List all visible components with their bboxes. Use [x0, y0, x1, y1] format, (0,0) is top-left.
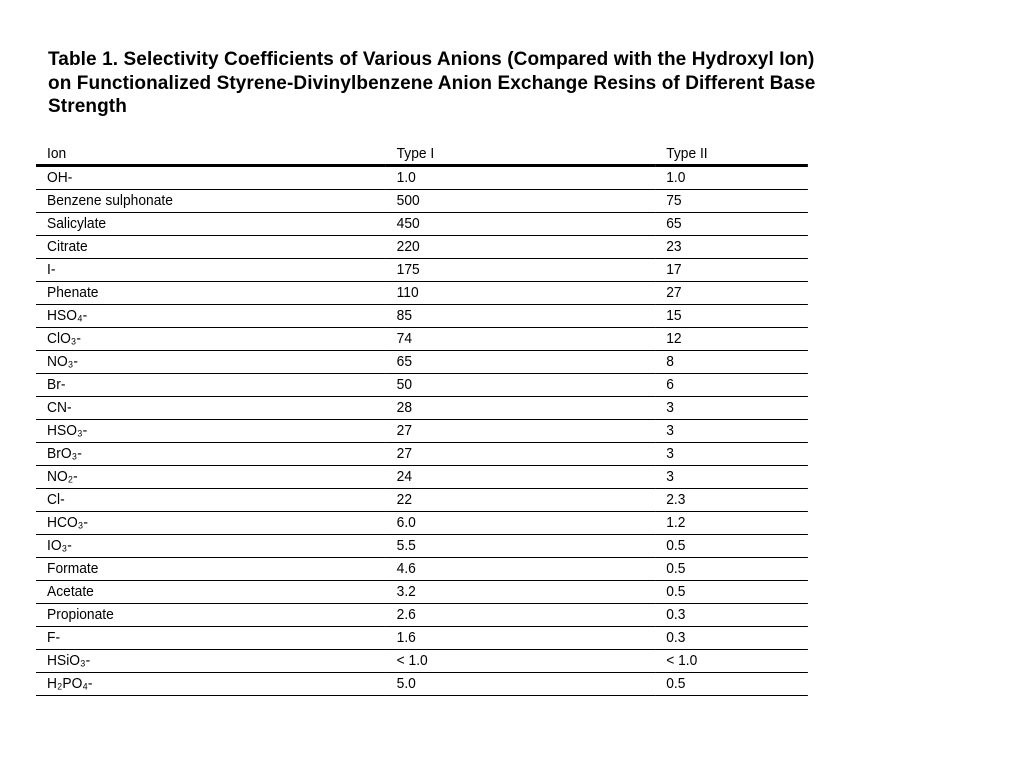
ion-cell: NO₃- [36, 351, 386, 374]
table-row [36, 282, 808, 305]
ion-cell: Br- [36, 374, 386, 397]
type-i-cell: 5.5 [386, 535, 656, 558]
type-ii-cell: 0.5 [655, 558, 808, 581]
ion-cell: NO₂- [36, 466, 386, 489]
type-i-cell: 4.6 [386, 558, 656, 581]
ion-cell: OH- [36, 166, 386, 190]
selectivity-table [36, 144, 808, 696]
table-row [36, 166, 808, 190]
table-row [36, 305, 808, 328]
type-ii-cell: 1.0 [655, 166, 808, 190]
type-ii-cell: 2.3 [655, 489, 808, 512]
type-i-cell: 2.6 [386, 604, 656, 627]
type-i-cell: 27 [386, 420, 656, 443]
type-i-cell: 110 [386, 282, 656, 305]
ion-cell: HSO₄- [36, 305, 386, 328]
type-ii-cell: 0.5 [655, 673, 808, 696]
type-ii-cell: 15 [655, 305, 808, 328]
type-ii-cell: 3 [655, 466, 808, 489]
table-row [36, 535, 808, 558]
type-i-cell: 28 [386, 397, 656, 420]
table-row [36, 466, 808, 489]
type-i-cell: 220 [386, 236, 656, 259]
type-i-cell: 5.0 [386, 673, 656, 696]
type-ii-cell: 17 [655, 259, 808, 282]
type-i-cell: 1.0 [386, 166, 656, 190]
table-row [36, 650, 808, 673]
type-ii-cell: 0.3 [655, 627, 808, 650]
table-row [36, 397, 808, 420]
type-ii-cell: 3 [655, 443, 808, 466]
table-row [36, 259, 808, 282]
column-header-ion: Ion [36, 144, 386, 166]
column-header-type-i: Type I [386, 144, 656, 166]
ion-cell: Propionate [36, 604, 386, 627]
table-row [36, 236, 808, 259]
type-i-cell: < 1.0 [386, 650, 656, 673]
type-i-cell: 74 [386, 328, 656, 351]
ion-cell: ClO₃- [36, 328, 386, 351]
type-ii-cell: 75 [655, 190, 808, 213]
column-header-type-ii: Type II [655, 144, 808, 166]
type-i-cell: 1.6 [386, 627, 656, 650]
type-i-cell: 50 [386, 374, 656, 397]
type-ii-cell: 12 [655, 328, 808, 351]
table-row [36, 558, 808, 581]
ion-cell: Phenate [36, 282, 386, 305]
ion-cell: H₂PO₄- [36, 673, 386, 696]
type-ii-cell: 0.3 [655, 604, 808, 627]
table-row [36, 627, 808, 650]
table-row [36, 489, 808, 512]
type-ii-cell: 3 [655, 397, 808, 420]
table-row [36, 443, 808, 466]
type-i-cell: 22 [386, 489, 656, 512]
table-row [36, 213, 808, 236]
ion-cell: F- [36, 627, 386, 650]
ion-cell: Benzene sulphonate [36, 190, 386, 213]
type-i-cell: 27 [386, 443, 656, 466]
type-ii-cell: 65 [655, 213, 808, 236]
table-title: Table 1. Selectivity Coefficients of Various Anions (Compared with the Hydroxyl Ion) on Functionalized Styrene-Divinylbenzene Anion Exchange Resins of Different Base Strength [48, 49, 816, 117]
type-ii-cell: 1.2 [655, 512, 808, 535]
ion-cell: I- [36, 259, 386, 282]
type-ii-cell: 8 [655, 351, 808, 374]
ion-cell: Citrate [36, 236, 386, 259]
type-ii-cell: 0.5 [655, 581, 808, 604]
ion-cell: Salicylate [36, 213, 386, 236]
type-i-cell: 6.0 [386, 512, 656, 535]
ion-cell: HCO₃- [36, 512, 386, 535]
ion-cell: BrO₃- [36, 443, 386, 466]
table-row [36, 581, 808, 604]
ion-cell: CN- [36, 397, 386, 420]
type-i-cell: 24 [386, 466, 656, 489]
type-ii-cell: 6 [655, 374, 808, 397]
type-i-cell: 65 [386, 351, 656, 374]
type-i-cell: 3.2 [386, 581, 656, 604]
ion-cell: IO₃- [36, 535, 386, 558]
table-row [36, 512, 808, 535]
type-ii-cell: < 1.0 [655, 650, 808, 673]
type-ii-cell: 23 [655, 236, 808, 259]
type-ii-cell: 27 [655, 282, 808, 305]
ion-cell: HSiO₃- [36, 650, 386, 673]
ion-cell: Cl- [36, 489, 386, 512]
type-i-cell: 175 [386, 259, 656, 282]
table-row [36, 351, 808, 374]
type-i-cell: 85 [386, 305, 656, 328]
table-row [36, 190, 808, 213]
ion-cell: HSO₃- [36, 420, 386, 443]
type-ii-cell: 3 [655, 420, 808, 443]
ion-cell: Acetate [36, 581, 386, 604]
table-row [36, 328, 808, 351]
ion-cell: Formate [36, 558, 386, 581]
selectivity-table-container [36, 144, 808, 696]
table-header-row [36, 144, 808, 166]
table-row [36, 374, 808, 397]
table-row [36, 604, 808, 627]
type-i-cell: 500 [386, 190, 656, 213]
table-row [36, 673, 808, 696]
type-i-cell: 450 [386, 213, 656, 236]
type-ii-cell: 0.5 [655, 535, 808, 558]
table-row [36, 420, 808, 443]
